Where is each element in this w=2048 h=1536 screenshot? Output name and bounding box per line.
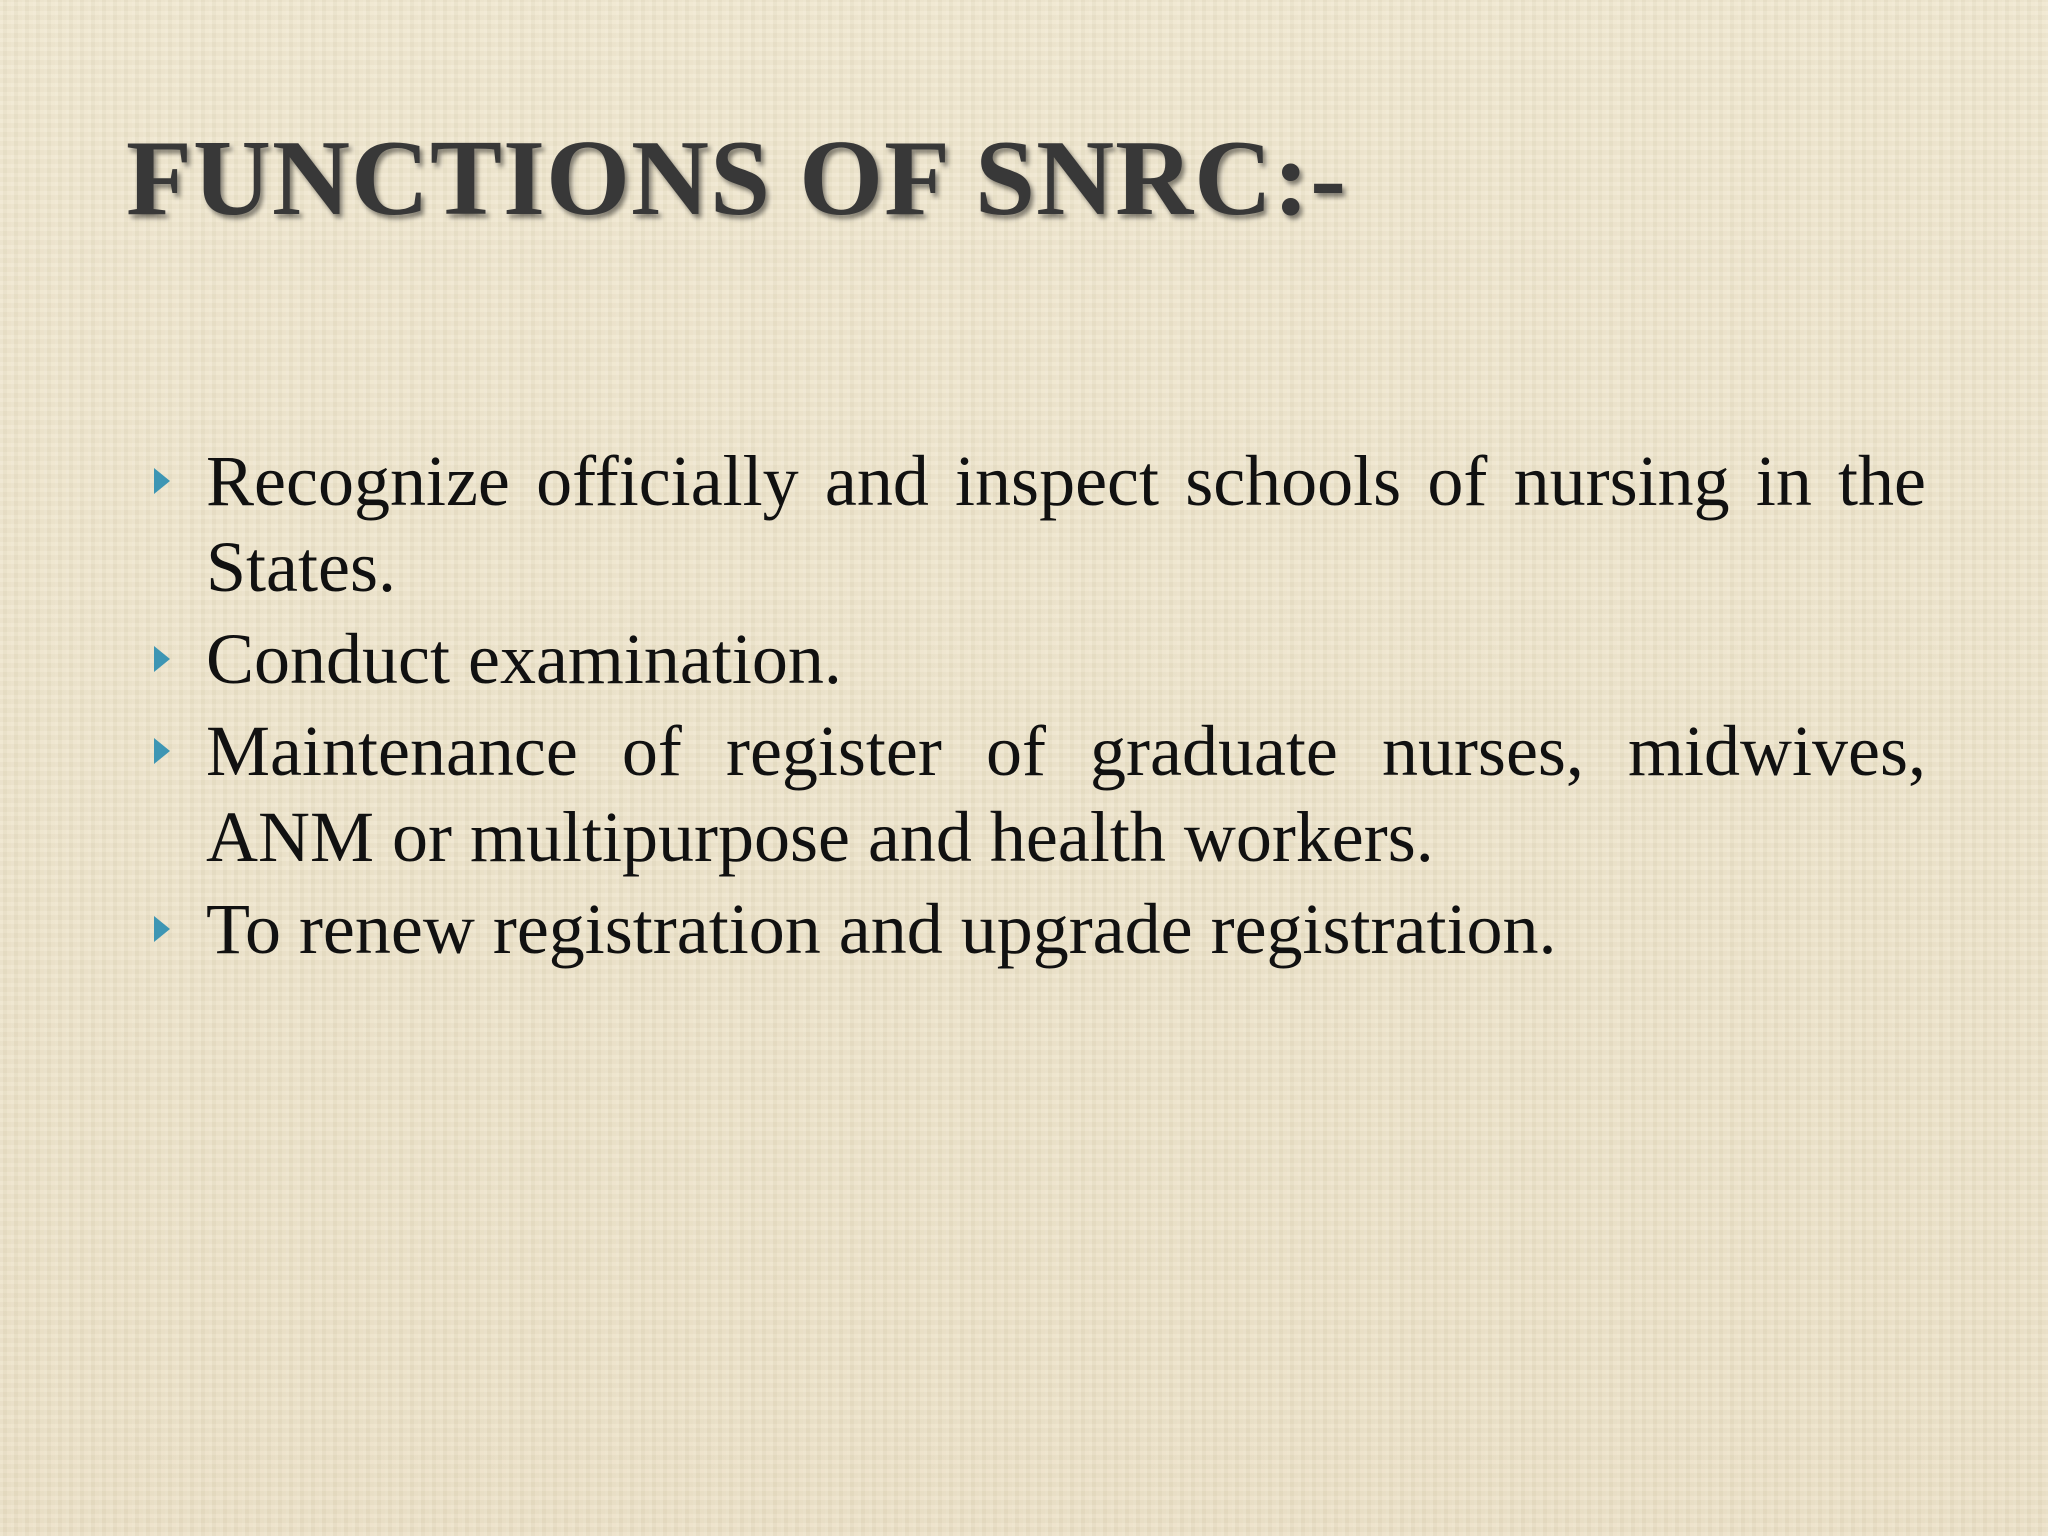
bullet-item: [146, 708, 1926, 880]
triangle-bullet-icon: [154, 646, 170, 672]
bullet-item: [146, 616, 1926, 702]
bullet-text: Conduct examination.: [206, 619, 842, 699]
bullet-item: [146, 438, 1926, 610]
bullet-text: To renew registration and upgrade registration.: [206, 889, 1557, 969]
triangle-bullet-icon: [154, 738, 170, 764]
slide-title: FUNCTIONS OF SNRC:-: [126, 119, 1348, 238]
triangle-bullet-icon: [154, 916, 170, 942]
bullet-text: Maintenance of register of graduate nurses, midwives, ANM or multipurpose and health workers.: [206, 711, 1926, 877]
bullet-item: [146, 886, 1926, 972]
bullet-list: [146, 438, 1926, 978]
triangle-bullet-icon: [154, 468, 170, 494]
bullet-text: Recognize officially and inspect schools of nursing in the States.: [206, 441, 1926, 607]
